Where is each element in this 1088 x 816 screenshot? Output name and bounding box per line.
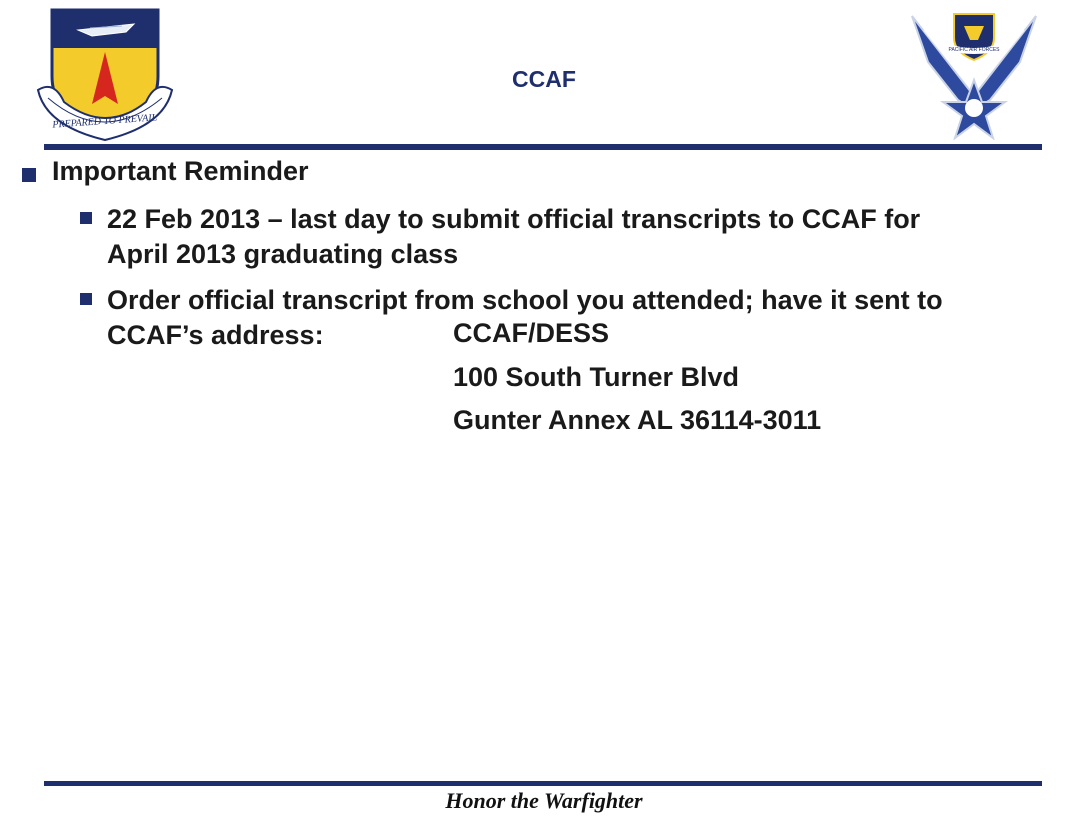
footer-motto: Honor the Warfighter — [445, 788, 643, 813]
deadline-line-1: 22 Feb 2013 – last day to submit official transcripts to CCAF for — [107, 204, 921, 234]
header-divider — [44, 144, 1042, 150]
transcript-instruction-line-2: CCAF’s address: — [107, 320, 324, 350]
emblem-motto: PREPARED TO PREVAIL — [52, 112, 158, 131]
deadline-line-2: April 2013 graduating class — [107, 239, 459, 269]
address-line-2: 100 South Turner Blvd — [453, 362, 740, 392]
reminder-heading: Important Reminder — [52, 156, 309, 186]
svg-text:PACIFIC AIR FORCES: PACIFIC AIR FORCES — [948, 47, 1000, 53]
air-force-symbol-icon — [904, 10, 1044, 140]
footer-divider — [44, 781, 1042, 786]
address-line-3: Gunter Annex AL 36114-3011 — [453, 405, 822, 435]
bullet-square-icon — [22, 168, 36, 182]
slide-title: CCAF — [512, 66, 576, 92]
transcript-instruction-line-1: Order official transcript from school you attended; have it sent to — [107, 285, 943, 315]
bullet-square-icon — [80, 293, 92, 305]
address-line-1: CCAF/DESS — [453, 318, 610, 348]
bullet-square-icon — [80, 212, 92, 224]
